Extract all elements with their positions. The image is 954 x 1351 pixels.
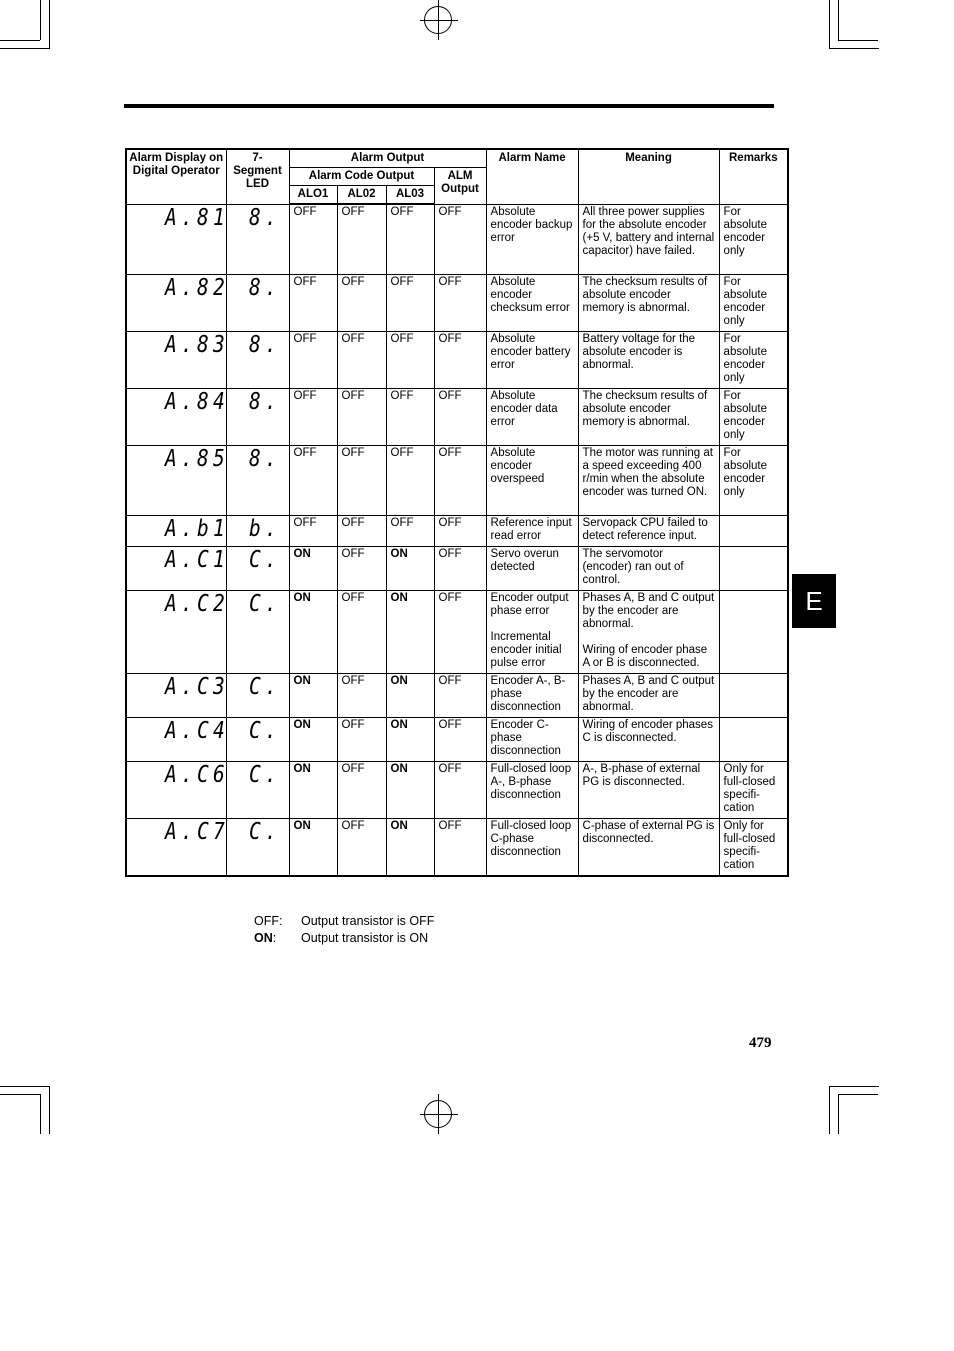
alm-output-value: OFF [434, 515, 486, 546]
alarm-meaning: Servopack CPU failed to detect reference input. [578, 515, 719, 546]
alo1-value: OFF [289, 204, 337, 274]
alo1-value: ON [289, 590, 337, 673]
header-al03: AL03 [386, 186, 434, 205]
segment-led-code [226, 445, 289, 515]
alarm-meaning: Phases A, B and C output by the encoder are abnormal. Wiring of encoder phase A or B is disconnected. [578, 590, 719, 673]
seven-segment-display: 8. [248, 274, 281, 301]
table-row [126, 761, 788, 818]
al02-value: OFF [337, 388, 386, 445]
al03-value: ON [386, 761, 434, 818]
table-row [126, 818, 788, 876]
al02-value: OFF [337, 515, 386, 546]
digital-operator-display: A.83 [165, 331, 230, 358]
section-tab: E [792, 574, 836, 628]
alarm-display-code [126, 388, 230, 445]
alarm-meaning: The servomotor (encoder) ran out of control. [578, 546, 719, 590]
header-alarm-code-output: Alarm Code Output [289, 168, 434, 186]
legend-off-key: OFF: [254, 914, 283, 928]
al03-value: ON [386, 673, 434, 717]
al02-value: OFF [337, 818, 386, 876]
seven-segment-display: C. [248, 818, 281, 845]
alarm-name: Absolute encoder battery error [486, 331, 578, 388]
alarm-remarks: For absolute encoder only [719, 445, 788, 515]
alarm-meaning: C-phase of external PG is disconnected. [578, 818, 719, 876]
alarm-display-code [126, 546, 230, 590]
al03-value: ON [386, 590, 434, 673]
al03-value: ON [386, 818, 434, 876]
segment-led-code [226, 204, 289, 274]
alarm-remarks: For absolute encoder only [719, 274, 788, 331]
alarm-meaning: Wiring of encoder phases C is disconnected. [578, 717, 719, 761]
digital-operator-display: A.C7 [165, 818, 230, 845]
header-alm-output: ALM Output [434, 168, 486, 205]
table-row [126, 546, 788, 590]
alarm-remarks [719, 717, 788, 761]
seven-segment-display: C. [248, 590, 281, 617]
al03-value: OFF [386, 445, 434, 515]
alarm-table [125, 148, 789, 877]
alarm-name: Encoder output phase error Incremental encoder initial pulse error [486, 590, 578, 673]
table-row [126, 515, 788, 546]
al02-value: OFF [337, 546, 386, 590]
alarm-name: Reference input read error [486, 515, 578, 546]
alarm-remarks: Only for full-closed specifi-cation [719, 818, 788, 876]
alarm-name: Encoder A-, B-phase disconnection [486, 673, 578, 717]
registration-line [420, 1114, 458, 1115]
alarm-meaning: The checksum results of absolute encoder memory is abnormal. [578, 388, 719, 445]
alarm-remarks [719, 546, 788, 590]
alarm-remarks [719, 673, 788, 717]
al03-value: OFF [386, 331, 434, 388]
alarm-display-code [126, 761, 230, 818]
alm-output-value: OFF [434, 818, 486, 876]
alarm-display-code [126, 331, 230, 388]
alarm-meaning: The motor was running at a speed exceeding 400 r/min when the absolute encoder was turned ON. [578, 445, 719, 515]
table-row [126, 673, 788, 717]
al03-value: ON [386, 546, 434, 590]
digital-operator-display: A.84 [165, 388, 230, 415]
segment-led-code [226, 274, 289, 331]
alm-output-value: OFF [434, 717, 486, 761]
seven-segment-display: 8. [248, 388, 281, 415]
header-alarm-name: Alarm Name [486, 149, 578, 204]
header-alarm-display: Alarm Display on Digital Operator [126, 149, 226, 204]
alm-output-value: OFF [434, 445, 486, 515]
legend-off-text: Output transistor is OFF [301, 914, 435, 928]
al02-value: OFF [337, 331, 386, 388]
alarm-name: Absolute encoder checksum error [486, 274, 578, 331]
alm-output-value: OFF [434, 673, 486, 717]
header-remarks: Remarks [719, 149, 788, 204]
alarm-display-code [126, 274, 230, 331]
al02-value: OFF [337, 204, 386, 274]
alarm-name: Encoder C-phase disconnection [486, 717, 578, 761]
al02-value: OFF [337, 673, 386, 717]
segment-led-code [226, 546, 289, 590]
al03-value: OFF [386, 274, 434, 331]
table-row [126, 717, 788, 761]
segment-led-code [226, 818, 289, 876]
header-rule [124, 104, 774, 108]
alarm-meaning: Phases A, B and C output by the encoder are abnormal. [578, 673, 719, 717]
header-al02: AL02 [337, 186, 386, 205]
alo1-value: ON [289, 717, 337, 761]
legend-row-on [254, 930, 434, 947]
seven-segment-display: 8. [248, 445, 281, 472]
alarm-remarks [719, 590, 788, 673]
table-row [126, 590, 788, 673]
segment-led-code [226, 717, 289, 761]
segment-led-code [226, 673, 289, 717]
alarm-display-code [126, 515, 230, 546]
digital-operator-display: A.C2 [165, 590, 230, 617]
alarm-name: Full-closed loop C-phase disconnection [486, 818, 578, 876]
table-row [126, 388, 788, 445]
digital-operator-display: A.85 [165, 445, 230, 472]
alo1-value: ON [289, 673, 337, 717]
header-alarm-output: Alarm Output [289, 149, 486, 168]
registration-line [420, 20, 458, 21]
alarm-meaning: Battery voltage for the absolute encoder is abnormal. [578, 331, 719, 388]
alarm-remarks: For absolute encoder only [719, 388, 788, 445]
segment-led-code [226, 761, 289, 818]
al02-value: OFF [337, 274, 386, 331]
alarm-name: Absolute encoder backup error [486, 204, 578, 274]
alarm-remarks: Only for full-closed specifi-cation [719, 761, 788, 818]
al02-value: OFF [337, 761, 386, 818]
digital-operator-display: A.C3 [165, 673, 230, 700]
table-row [126, 331, 788, 388]
al02-value: OFF [337, 717, 386, 761]
alm-output-value: OFF [434, 204, 486, 274]
seven-segment-display: C. [248, 717, 281, 744]
legend-on-text: Output transistor is ON [301, 931, 429, 945]
segment-led-code [226, 331, 289, 388]
seven-segment-display: 8. [248, 331, 281, 358]
alarm-table-body [126, 204, 788, 876]
seven-segment-display: C. [248, 546, 281, 573]
alo1-value: OFF [289, 388, 337, 445]
alm-output-value: OFF [434, 331, 486, 388]
header-meaning: Meaning [578, 149, 719, 204]
table-row [126, 445, 788, 515]
alarm-name: Absolute encoder overspeed [486, 445, 578, 515]
alo1-value: OFF [289, 515, 337, 546]
seven-segment-display: C. [248, 673, 281, 700]
alm-output-value: OFF [434, 761, 486, 818]
alo1-value: ON [289, 761, 337, 818]
digital-operator-display: A.C6 [165, 761, 230, 788]
al02-value: OFF [337, 590, 386, 673]
alarm-name: Servo overun detected [486, 546, 578, 590]
alarm-remarks: For absolute encoder only [719, 204, 788, 274]
seven-segment-display: b. [248, 515, 281, 542]
seven-segment-display: C. [248, 761, 281, 788]
alarm-name: Absolute encoder data error [486, 388, 578, 445]
header-7-segment-led: 7-Segment LED [226, 149, 289, 204]
table-row [126, 204, 788, 274]
al03-value: OFF [386, 204, 434, 274]
al03-value: ON [386, 717, 434, 761]
legend-on-colon: : [272, 931, 277, 945]
alarm-display-code [126, 204, 230, 274]
alo1-value: OFF [289, 274, 337, 331]
alarm-display-code [126, 717, 230, 761]
alarm-name: Full-closed loop A-, B-phase disconnection [486, 761, 578, 818]
alarm-meaning: The checksum results of absolute encoder memory is abnormal. [578, 274, 719, 331]
al03-value: OFF [386, 515, 434, 546]
digital-operator-display: A.b1 [165, 515, 230, 542]
alarm-meaning: All three power supplies for the absolute encoder (+5 V, battery and internal capacitor) have failed. [578, 204, 719, 274]
digital-operator-display: A.81 [165, 204, 230, 231]
digital-operator-display: A.82 [165, 274, 230, 301]
alm-output-value: OFF [434, 590, 486, 673]
alarm-remarks [719, 515, 788, 546]
alo1-value: OFF [289, 331, 337, 388]
al02-value: OFF [337, 445, 386, 515]
segment-led-code [226, 590, 289, 673]
al03-value: OFF [386, 388, 434, 445]
seven-segment-display: 8. [248, 204, 281, 231]
legend-row-off [254, 913, 434, 930]
digital-operator-display: A.C1 [165, 546, 230, 573]
header-alo1: ALO1 [289, 186, 337, 205]
alarm-display-code [126, 673, 230, 717]
alo1-value: OFF [289, 445, 337, 515]
page-number: 479 [749, 1035, 772, 1051]
segment-led-code [226, 515, 289, 546]
alo1-value: ON [289, 546, 337, 590]
legend-on-key: ON [254, 931, 273, 945]
alarm-display-code [126, 818, 230, 876]
alm-output-value: OFF [434, 388, 486, 445]
alarm-meaning: A-, B-phase of external PG is disconnected. [578, 761, 719, 818]
segment-led-code [226, 388, 289, 445]
alm-output-value: OFF [434, 546, 486, 590]
alm-output-value: OFF [434, 274, 486, 331]
table-row [126, 274, 788, 331]
alarm-remarks: For absolute encoder only [719, 331, 788, 388]
legend-on-key-wrap [254, 930, 301, 947]
digital-operator-display: A.C4 [165, 717, 230, 744]
legend [254, 913, 434, 947]
alarm-display-code [126, 445, 230, 515]
alarm-display-code [126, 590, 230, 673]
alo1-value: ON [289, 818, 337, 876]
